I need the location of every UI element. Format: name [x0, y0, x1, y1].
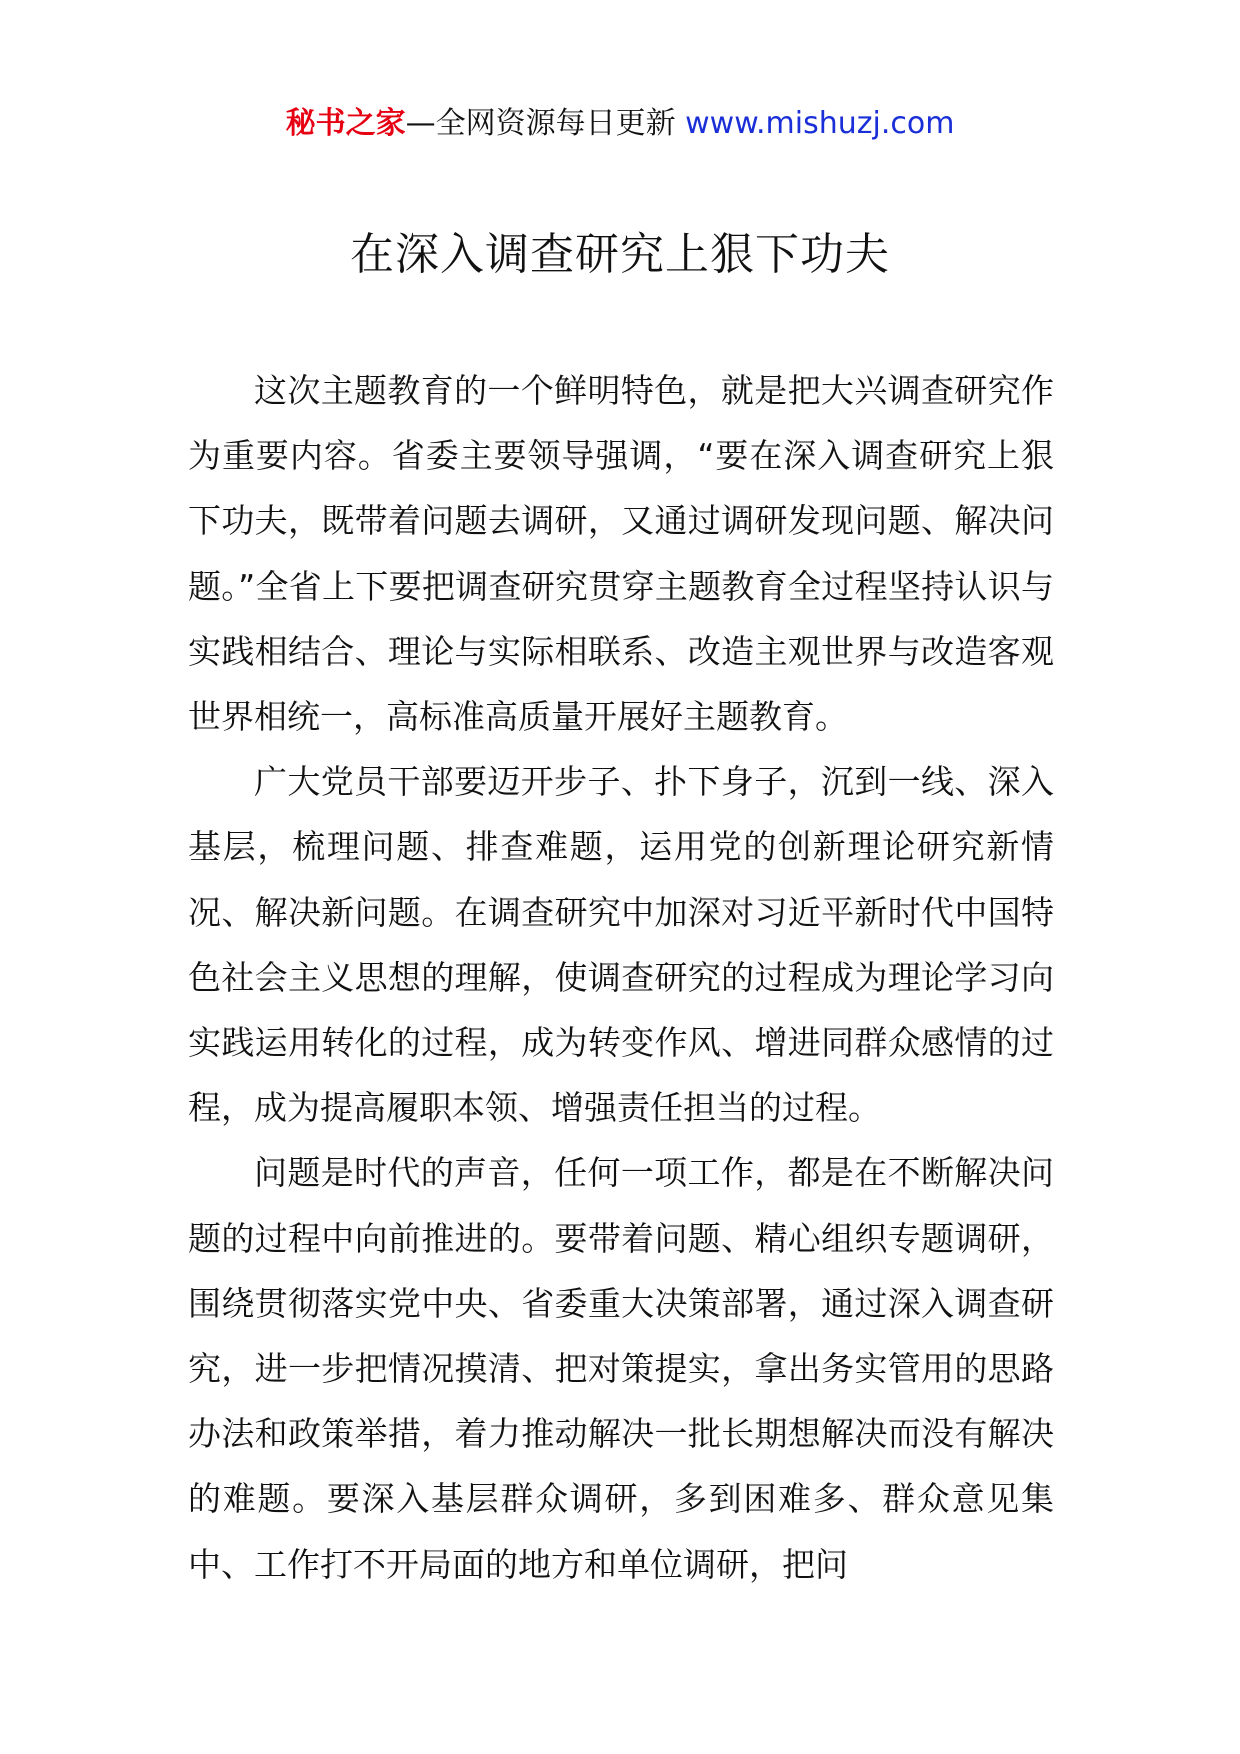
paragraph-3: 问题是时代的声音，任何一项工作，都是在不断解决问题的过程中向前推进的。要带着问题、精心组织专题调研，围绕贯彻落实党中央、省委重大决策部署，通过深入调查研究，进一步把情况摸清、把对策提实，拿出务实管用的思路办法和政策举措，着力推动解决一批长期想解决而没有解决的难题。要深入基层群众调研，多到困难多、群众意见集中、工作打不开局面的地方和单位调研，把问 [188, 1153, 1054, 1584]
header-slogan: —全网资源每日更新 [405, 106, 676, 141]
paragraph-2: 广大党员干部要迈开步子、扑下身子，沉到一线、深入基层，梳理问题、排查难题，运用党的创新理论研究新情况、解决新问题。在调查研究中加深对习近平新时代中国特色社会主义思想的理解，使调查研究的过程成为理论学习向实践运用转化的过程，成为转变作风、增进同群众感情的过程，成为提高履职本领、增强责任担当的过程。 [188, 762, 1054, 1128]
document-title: 在深入调查研究上狠下功夫 [350, 229, 890, 280]
site-header [0, 100, 1240, 148]
document-body [188, 358, 1054, 1597]
brand-name: 秘书之家 [285, 106, 406, 141]
site-url-link[interactable]: www.mishuzj.com [685, 106, 955, 141]
paragraph-1: 这次主题教育的一个鲜明特色，就是把大兴调查研究作为重要内容。省委主要领导强调，“要在深入调查研究上狠下功夫，既带着问题去调研，又通过调研发现问题、解决问题。”全省上下要把调查研究贯穿主题教育全过程坚持认识与实践相结合、理论与实际相联系、改造主观世界与改造客观世界相统一，高标准高质量开展好主题教育。 [188, 371, 1054, 737]
